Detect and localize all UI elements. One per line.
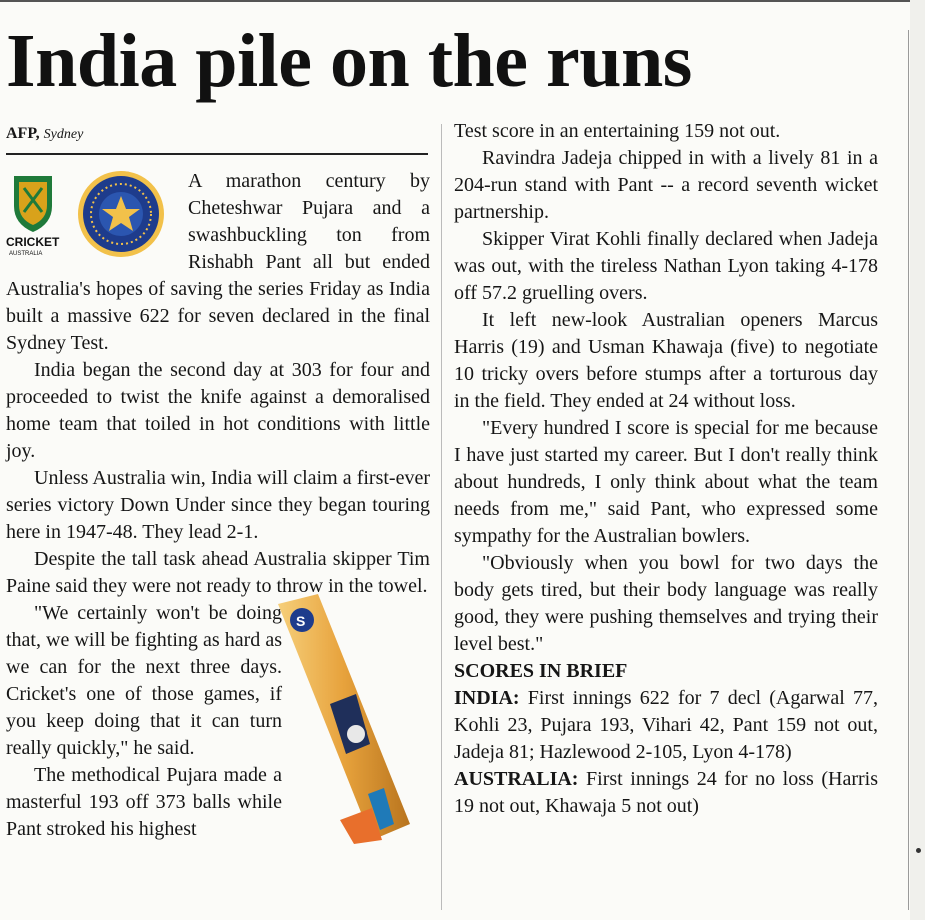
headline: India pile on the runs	[6, 19, 692, 103]
paragraph: The methodical Pujara made a masterful 193 off 373 balls while Pant stroked his highest	[6, 764, 282, 840]
article-column-2	[454, 118, 878, 820]
australia-score-text: First innings 24 for no loss (Harris 19 not out, Khawaja 5 not out)	[454, 768, 878, 817]
paragraph: "We certainly won't be doing that, we will be fighting as hard as we can for the next three days. Cricket's one of those games, if you keep doing that it can turn really quickly," he said.	[6, 602, 282, 759]
paragraph: A marathon century by Cheteshwar Pujara and a swashbuckling ton from Rishabh Pant all but ended Australia's hopes of saving the series Friday as India built a massive 622 for seven declared in the final Sydney Test.	[6, 170, 430, 354]
india-score-label: INDIA:	[454, 687, 520, 709]
top-border	[0, 0, 910, 2]
ca-logo-text: CRICKET	[6, 235, 60, 249]
bcci-logo	[76, 168, 166, 260]
india-score-text: First innings 622 for 7 decl (Agarwal 77, Kohli 23, Pujara 193, Vihari 42, Pant 159 not out, Jadeja 81; Hazlewood 2-105, Lyon 4-178)	[454, 687, 878, 763]
cricket-australia-logo	[6, 172, 64, 256]
byline	[6, 124, 83, 145]
adjacent-page-edge	[910, 0, 925, 920]
paragraph: Unless Australia win, India will claim a first-ever series victory Down Under since they began touring here in 1947-48. They lead 2-1.	[6, 467, 430, 543]
india-score	[454, 685, 878, 766]
paragraph: "Every hundred I score is special for me because I have just started my career. But I don't really think about hundreds, I only think about what the team needs from me," said Pant, who expressed some sympathy for the Australian bowlers.	[454, 417, 878, 547]
ca-logo-subtext: AUSTRALIA	[9, 251, 43, 256]
australia-score-label: AUSTRALIA:	[454, 768, 579, 790]
paragraph: It left new-look Australian openers Marcus Harris (19) and Usman Khawaja (five) to negotiate 10 tricky overs before stumps after a torturous day in the field. They ended at 24 without loss.	[454, 309, 878, 412]
cricket-bat-image	[290, 600, 430, 832]
article-column-1	[6, 168, 430, 843]
byline-place: Sydney	[43, 127, 84, 142]
scores-heading: SCORES IN BRIEF	[454, 660, 628, 682]
byline-rule	[6, 153, 428, 155]
paragraph: India began the second day at 303 for four and proceeded to twist the knife against a demoralised home team that toiled in hot conditions with little joy.	[6, 359, 430, 462]
paragraph: "Obviously when you bowl for two days the body gets tired, but their body language was really good, they were pushing themselves and trying their level best."	[454, 552, 878, 655]
paragraph: Ravindra Jadeja chipped in with a lively 81 in a 204-run stand with Pant -- a record seventh wicket partnership.	[454, 147, 878, 223]
paragraph: Despite the tall task ahead Australia skipper Tim Paine said they were not ready to throw in the towel.	[6, 548, 430, 597]
paragraph: Test score in an entertaining 159 not out.	[454, 120, 781, 142]
right-column-rule	[908, 30, 909, 910]
paragraph: Skipper Virat Kohli finally declared when Jadeja was out, with the tireless Nathan Lyon taking 4-178 off 57.2 gruelling overs.	[454, 228, 878, 304]
byline-agency: AFP,	[6, 125, 40, 142]
svg-text:S: S	[296, 613, 306, 629]
print-speck	[916, 848, 921, 853]
australia-score	[454, 766, 878, 820]
